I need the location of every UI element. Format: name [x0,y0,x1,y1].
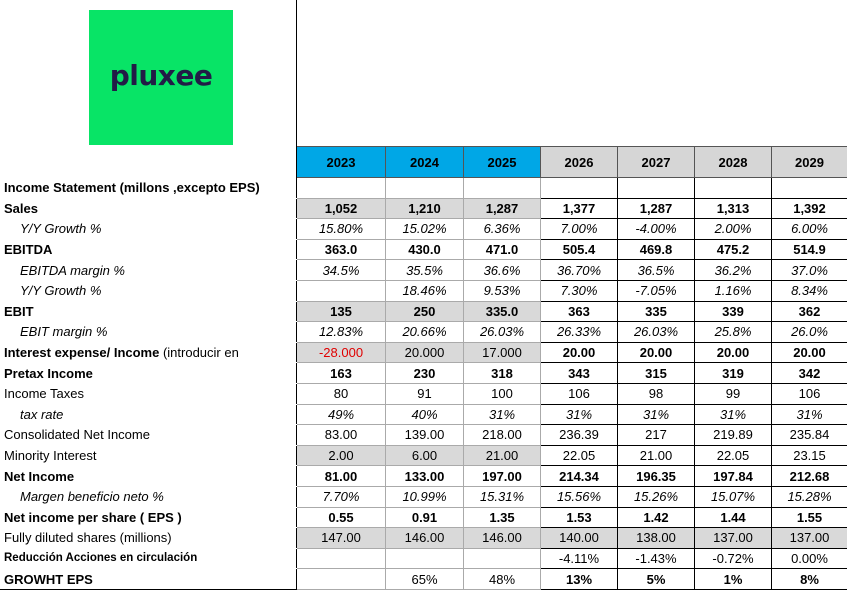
value-cell[interactable]: 1.35 [464,507,541,528]
value-cell[interactable]: -0.72% [695,548,772,569]
value-cell[interactable]: 236.39 [541,425,618,446]
value-cell[interactable] [695,178,772,199]
value-cell[interactable]: -1.43% [618,548,695,569]
row-label: EBIT [1,301,297,322]
row-label: EBITDA margin % [1,260,297,281]
year-header-row [1,147,847,178]
row-label: Y/Y Growth % [1,219,297,240]
value-cell[interactable]: 335.0 [464,301,541,322]
income-statement-table [0,146,847,590]
year-header[interactable]: 2024 [386,147,464,178]
value-cell[interactable]: 319 [695,363,772,384]
row-label: Income Taxes [1,383,297,404]
value-cell[interactable] [772,178,847,199]
value-cell[interactable]: 20.66% [386,322,464,343]
year-header[interactable]: 2028 [695,147,772,178]
value-cell[interactable]: 139.00 [386,425,464,446]
value-cell[interactable]: 31% [464,404,541,425]
value-cell[interactable] [297,548,386,569]
row-label: Fully diluted shares (millions) [1,528,297,549]
value-cell[interactable]: 23.15 [772,445,847,466]
value-cell[interactable]: 212.68 [772,466,847,487]
value-cell[interactable]: 17.000 [464,342,541,363]
value-cell[interactable]: 1.16% [695,280,772,301]
table-row [1,239,847,260]
table-row [1,528,847,549]
value-cell[interactable]: 9.53% [464,280,541,301]
year-header[interactable]: 2025 [464,147,541,178]
table-row [1,548,847,569]
value-cell[interactable]: 505.4 [541,239,618,260]
value-cell[interactable]: 1.55 [772,507,847,528]
value-cell[interactable]: 98 [618,383,695,404]
value-cell[interactable]: 343 [541,363,618,384]
table-row [1,280,847,301]
value-cell[interactable]: 218.00 [464,425,541,446]
row-label: Income Statement (millons ,excepto EPS) [1,178,297,199]
value-cell[interactable]: 469.8 [618,239,695,260]
value-cell[interactable]: 15.02% [386,219,464,240]
value-cell[interactable]: 235.84 [772,425,847,446]
header-blank-cell [1,147,297,178]
value-cell[interactable]: 146.00 [464,528,541,549]
table-row [1,363,847,384]
value-cell[interactable]: 147.00 [297,528,386,549]
value-cell[interactable]: 163 [297,363,386,384]
table-row [1,466,847,487]
value-cell[interactable]: 48% [464,569,541,590]
value-cell[interactable]: 230 [386,363,464,384]
value-cell[interactable]: 1.42 [618,507,695,528]
value-cell[interactable]: 1,287 [464,198,541,219]
value-cell[interactable]: 471.0 [464,239,541,260]
value-cell[interactable]: 31% [618,404,695,425]
value-cell[interactable]: 37.0% [772,260,847,281]
value-cell[interactable]: 133.00 [386,466,464,487]
value-cell[interactable]: 219.89 [695,425,772,446]
value-cell[interactable]: 1.53 [541,507,618,528]
value-cell[interactable] [297,178,386,199]
value-cell[interactable]: 0.91 [386,507,464,528]
value-cell[interactable] [618,178,695,199]
value-cell[interactable]: 15.28% [772,486,847,507]
row-label: EBIT margin % [1,322,297,343]
value-cell[interactable]: 6.36% [464,219,541,240]
value-cell[interactable]: 1% [695,569,772,590]
row-label: Interest expense/ Income (introducir en [1,342,297,363]
value-cell[interactable]: 318 [464,363,541,384]
value-cell[interactable]: 49% [297,404,386,425]
value-cell[interactable]: 197.00 [464,466,541,487]
value-cell[interactable]: 363.0 [297,239,386,260]
table-row [1,445,847,466]
value-cell[interactable]: 335 [618,301,695,322]
value-cell[interactable]: 81.00 [297,466,386,487]
value-cell[interactable]: 99 [695,383,772,404]
value-cell[interactable] [297,280,386,301]
value-cell[interactable]: 1,287 [618,198,695,219]
table-row [1,322,847,343]
value-cell[interactable]: 26.03% [464,322,541,343]
value-cell[interactable]: 20.00 [541,342,618,363]
value-cell[interactable]: 250 [386,301,464,322]
value-cell[interactable]: 137.00 [772,528,847,549]
value-cell[interactable]: 22.05 [695,445,772,466]
value-cell[interactable]: 31% [541,404,618,425]
value-cell[interactable]: 342 [772,363,847,384]
row-label: Reducción Acciones en circulación [1,548,297,569]
row-label: Margen beneficio neto % [1,486,297,507]
table-row [1,486,847,507]
value-cell[interactable]: 36.5% [618,260,695,281]
row-label: Y/Y Growth % [1,280,297,301]
value-cell[interactable]: 7.70% [297,486,386,507]
table-row [1,404,847,425]
value-cell[interactable]: 135 [297,301,386,322]
value-cell[interactable]: 146.00 [386,528,464,549]
value-cell[interactable]: 36.6% [464,260,541,281]
value-cell[interactable]: 13% [541,569,618,590]
value-cell[interactable]: 65% [386,569,464,590]
value-cell[interactable]: 475.2 [695,239,772,260]
value-cell[interactable]: 138.00 [618,528,695,549]
value-cell[interactable] [464,178,541,199]
table-row [1,507,847,528]
value-cell[interactable]: 137.00 [695,528,772,549]
table-row [1,198,847,219]
value-cell[interactable]: 8% [772,569,847,590]
value-cell[interactable]: 15.31% [464,486,541,507]
value-cell[interactable] [386,178,464,199]
logo-text: pluxee [109,59,213,92]
value-cell[interactable]: 217 [618,425,695,446]
row-label: tax rate [1,404,297,425]
value-cell[interactable]: 20.000 [386,342,464,363]
header-divider [296,0,297,146]
value-cell[interactable]: 91 [386,383,464,404]
value-cell[interactable]: 0.55 [297,507,386,528]
value-cell[interactable]: 1,377 [541,198,618,219]
value-cell[interactable]: 430.0 [386,239,464,260]
row-label: Minority Interest [1,445,297,466]
row-label: GROWHT EPS [1,569,297,590]
value-cell[interactable]: 362 [772,301,847,322]
year-header[interactable]: 2029 [772,147,847,178]
table-row [1,569,847,590]
value-cell[interactable]: -4.11% [541,548,618,569]
value-cell[interactable]: 20.00 [695,342,772,363]
value-cell[interactable] [541,178,618,199]
table-row [1,301,847,322]
value-cell[interactable]: -7.05% [618,280,695,301]
value-cell[interactable]: 7.00% [541,219,618,240]
value-cell[interactable]: 31% [695,404,772,425]
year-header[interactable]: 2027 [618,147,695,178]
row-label: Pretax Income [1,363,297,384]
value-cell[interactable]: 1,052 [297,198,386,219]
value-cell[interactable]: 21.00 [618,445,695,466]
value-cell[interactable] [297,569,386,590]
value-cell[interactable]: 25.8% [695,322,772,343]
row-label-suffix: (introducir en [159,345,239,361]
value-cell[interactable]: 106 [541,383,618,404]
table-row [1,219,847,240]
value-cell[interactable]: 100 [464,383,541,404]
value-cell[interactable]: 36.2% [695,260,772,281]
value-cell[interactable]: 80 [297,383,386,404]
value-cell[interactable]: 40% [386,404,464,425]
row-label: EBITDA [1,239,297,260]
value-cell[interactable]: 12.83% [297,322,386,343]
row-label: Consolidated Net Income [1,425,297,446]
value-cell[interactable]: 35.5% [386,260,464,281]
year-header[interactable]: 2023 [297,147,386,178]
value-cell[interactable]: 1.44 [695,507,772,528]
table-row [1,383,847,404]
value-cell[interactable]: 0.00% [772,548,847,569]
value-cell[interactable]: 6.00% [772,219,847,240]
row-label: Net Income [1,466,297,487]
value-cell[interactable]: 514.9 [772,239,847,260]
value-cell[interactable]: 2.00% [695,219,772,240]
value-cell[interactable]: 5% [618,569,695,590]
value-cell[interactable]: 31% [772,404,847,425]
table-row [1,260,847,281]
table-row [1,342,847,363]
table-row [1,425,847,446]
value-cell[interactable]: 21.00 [464,445,541,466]
row-label: Net income per share ( EPS ) [1,507,297,528]
value-cell[interactable]: 197.84 [695,466,772,487]
value-cell[interactable]: 26.33% [541,322,618,343]
value-cell[interactable]: 15.56% [541,486,618,507]
value-cell[interactable]: 1,210 [386,198,464,219]
value-cell[interactable]: 8.34% [772,280,847,301]
value-cell[interactable]: 34.5% [297,260,386,281]
value-cell[interactable]: 10.99% [386,486,464,507]
value-cell[interactable]: 26.0% [772,322,847,343]
value-cell[interactable]: 363 [541,301,618,322]
value-cell[interactable]: 26.03% [618,322,695,343]
value-cell[interactable]: 83.00 [297,425,386,446]
value-cell[interactable]: 339 [695,301,772,322]
value-cell[interactable]: 18.46% [386,280,464,301]
value-cell[interactable]: 20.00 [772,342,847,363]
value-cell[interactable]: 22.05 [541,445,618,466]
table-row [1,178,847,199]
row-label: Sales [1,198,297,219]
value-cell[interactable]: 1,392 [772,198,847,219]
value-cell[interactable]: 214.34 [541,466,618,487]
value-cell[interactable]: 1,313 [695,198,772,219]
value-cell[interactable]: -4.00% [618,219,695,240]
value-cell[interactable]: 36.70% [541,260,618,281]
value-cell[interactable]: 2.00 [297,445,386,466]
value-cell[interactable]: 15.26% [618,486,695,507]
year-header[interactable]: 2026 [541,147,618,178]
value-cell[interactable]: 196.35 [618,466,695,487]
value-cell[interactable]: -28.000 [297,342,386,363]
value-cell[interactable] [386,548,464,569]
value-cell[interactable]: 20.00 [618,342,695,363]
pluxee-logo [89,10,233,145]
value-cell[interactable]: 7.30% [541,280,618,301]
value-cell[interactable]: 15.07% [695,486,772,507]
value-cell[interactable]: 106 [772,383,847,404]
value-cell[interactable] [464,548,541,569]
value-cell[interactable]: 315 [618,363,695,384]
value-cell[interactable]: 15.80% [297,219,386,240]
value-cell[interactable]: 140.00 [541,528,618,549]
value-cell[interactable]: 6.00 [386,445,464,466]
